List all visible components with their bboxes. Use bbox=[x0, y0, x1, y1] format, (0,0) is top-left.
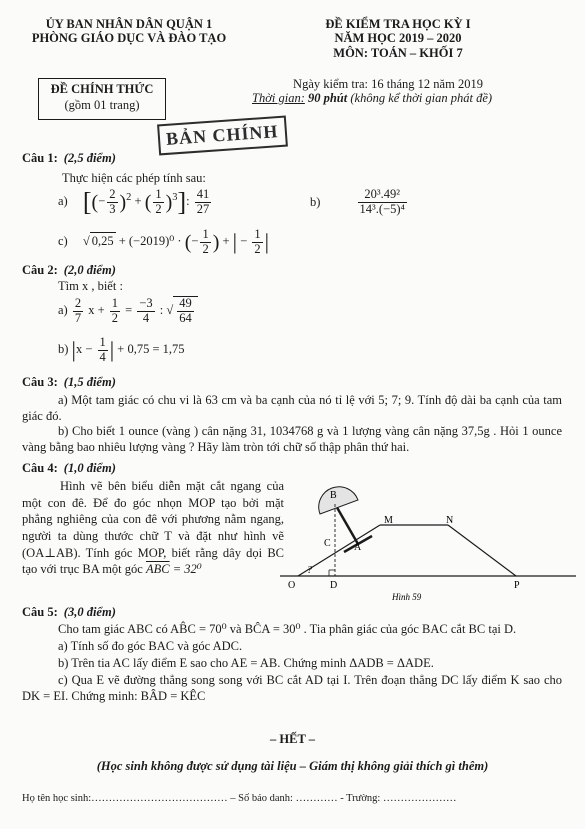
exam-title: ĐỀ KIỂM TRA HỌC KỲ I bbox=[325, 17, 471, 31]
q1b-label: b) bbox=[310, 195, 321, 210]
q3b-text: b) Cho biết 1 ounce (vàng ) cân nặng 31, 1034768 g và 1 lượng vàng cân nặng 37,5g . Hỏi 1 ounce vàng bằng bao nhiêu lượng vàng ? Hãy làm tròn tới chữ số thập phân thứ hai. bbox=[22, 424, 562, 455]
label-N: N bbox=[446, 515, 454, 526]
label-O: O bbox=[288, 580, 296, 591]
q5-heading bbox=[22, 604, 116, 620]
q4-text bbox=[22, 478, 284, 578]
school-year: NĂM HỌC 2019 – 2020 bbox=[334, 31, 462, 45]
q1a-expression: a) [(− $\frac{2}{3}$ )$^2$ + ( $\frac{1}{2}$ )$^3$]: $\frac{41}{27}$ bbox=[58, 187, 210, 217]
q2b-expression: b) |x − $\frac{1}{4}$ | + 0,75 = 1,75 bbox=[58, 335, 185, 364]
label-P: P bbox=[514, 580, 520, 591]
student-info-line: Họ tên học sinh:………………………………… – Số báo danh: ………… - Trường: ………………… bbox=[22, 793, 457, 804]
exam-date: Ngày kiểm tra: 16 tháng 12 năm 2019 bbox=[293, 77, 483, 91]
label-M: M bbox=[384, 515, 393, 526]
q1-label: Câu 1: bbox=[22, 151, 58, 165]
official-stamp: BẢN CHÍNH bbox=[157, 116, 287, 156]
label-C: C bbox=[324, 538, 331, 549]
end-mark: – HẾT – bbox=[270, 732, 315, 746]
t-ruler-stem bbox=[335, 504, 358, 544]
q4-heading bbox=[22, 460, 116, 476]
label-B: B bbox=[330, 490, 337, 501]
q1-points: (2,5 điểm) bbox=[63, 151, 116, 165]
official-box bbox=[38, 78, 166, 120]
q1a-label: a) bbox=[58, 194, 68, 209]
q2-intro: Tìm x , biết : bbox=[58, 279, 123, 293]
page-count: (gồm 01 trang) bbox=[64, 98, 140, 113]
q4-body: Hình vẽ bên biểu diễn mặt cắt ngang của một con đê. Để đo góc nhọn MOP tạo bởi mặt phẳng nghiêng của con đê với phương nằm ngang, người ta dùng thước chữ T và đặt như hình vẽ (OA⊥AB). Tính góc MOP, biết rằng dây dọi BC tạo với trục BA một góc bbox=[22, 479, 284, 577]
q2a-label: a) bbox=[58, 303, 68, 318]
q5c-text: c) Qua E vẽ đường thẳng song song với BC cắt AD tại I. Trên đoạn thẳng DC lấy điểm K sao cho DK = EI. Chứng minh: BÂD = KÊC bbox=[22, 673, 562, 704]
label-A: A bbox=[354, 542, 362, 553]
q2b-label: b) bbox=[58, 342, 69, 357]
q2-label: Câu 2: bbox=[22, 263, 58, 277]
q1-heading bbox=[22, 150, 116, 166]
q5a-text: a) Tính số đo góc BAC và góc ADC. bbox=[58, 639, 243, 653]
q3-label: Câu 3: bbox=[22, 375, 58, 389]
authority-name: ỦY BAN NHÂN DÂN QUẬN 1 bbox=[45, 17, 213, 31]
q4-angle-value: = 32⁰ bbox=[172, 562, 202, 577]
q1b-expression: b) $\frac{\text{20³.49²}}{\text{14³.(−5)⁴}}$ bbox=[310, 187, 405, 216]
department-name: PHÒNG GIÁO DỤC VÀ ĐÀO TẠO bbox=[31, 31, 227, 45]
q3-heading bbox=[22, 374, 116, 390]
official-title: ĐỀ CHÍNH THỨC bbox=[50, 82, 154, 96]
q2-points: (2,0 điểm) bbox=[63, 263, 116, 277]
time-note: (không kể thời gian phát đề) bbox=[350, 91, 493, 105]
exam-time bbox=[252, 90, 552, 106]
q2a-expression: a) $\frac{2}{7}$ x + $\frac{1}{2}$ = $\frac{-3}{4}$ : √ $\frac{49}{64}$ bbox=[58, 296, 198, 326]
q1c-label: c) bbox=[58, 234, 68, 249]
q5-intro: Cho tam giác ABC có AB̂C = 70⁰ và BĈA = 30⁰ . Tia phân giác của góc BAC cắt BC tại D. bbox=[58, 622, 517, 636]
subject: MÔN: TOÁN – KHỐI 7 bbox=[333, 46, 463, 60]
slope-NP bbox=[448, 525, 516, 576]
time-label: Thời gian: bbox=[252, 91, 305, 105]
q5b-text: b) Trên tia AC lấy điểm E sao cho AE = AB. Chứng minh ΔADB = ΔADE. bbox=[58, 656, 434, 670]
dike-figure bbox=[280, 478, 580, 608]
label-D: D bbox=[330, 580, 338, 591]
q1-intro: Thực hiện các phép tính sau: bbox=[62, 171, 206, 185]
q5-points: (3,0 điểm) bbox=[63, 605, 116, 619]
q2-heading bbox=[22, 262, 116, 278]
exam-note: (Học sinh không được sử dụng tài liệu – Giám thị không giải thích gì thêm) bbox=[96, 759, 489, 773]
q5-label: Câu 5: bbox=[22, 605, 58, 619]
q4-points: (1,0 điểm) bbox=[63, 461, 116, 475]
q4-angle: $\overline{ABC}$ bbox=[145, 562, 170, 577]
q1c-expression: c) √ 0,25 + (−2019)⁰ · (− $\frac{1}{2}$ ) + | − $\frac{1}{2}$ | bbox=[58, 227, 270, 256]
q3-points: (1,5 điểm) bbox=[63, 375, 116, 389]
time-value: 90 phút bbox=[307, 91, 348, 105]
q3a-text: a) Một tam giác có chu vi là 63 cm và ba cạnh của nó tỉ lệ với 5; 7; 9. Tính độ dài ba cạnh của tam giác đó. bbox=[22, 393, 562, 424]
q4-label: Câu 4: bbox=[22, 461, 58, 475]
label-unknown-angle: ? bbox=[307, 565, 312, 576]
figure-caption: Hình 59 bbox=[392, 592, 422, 602]
